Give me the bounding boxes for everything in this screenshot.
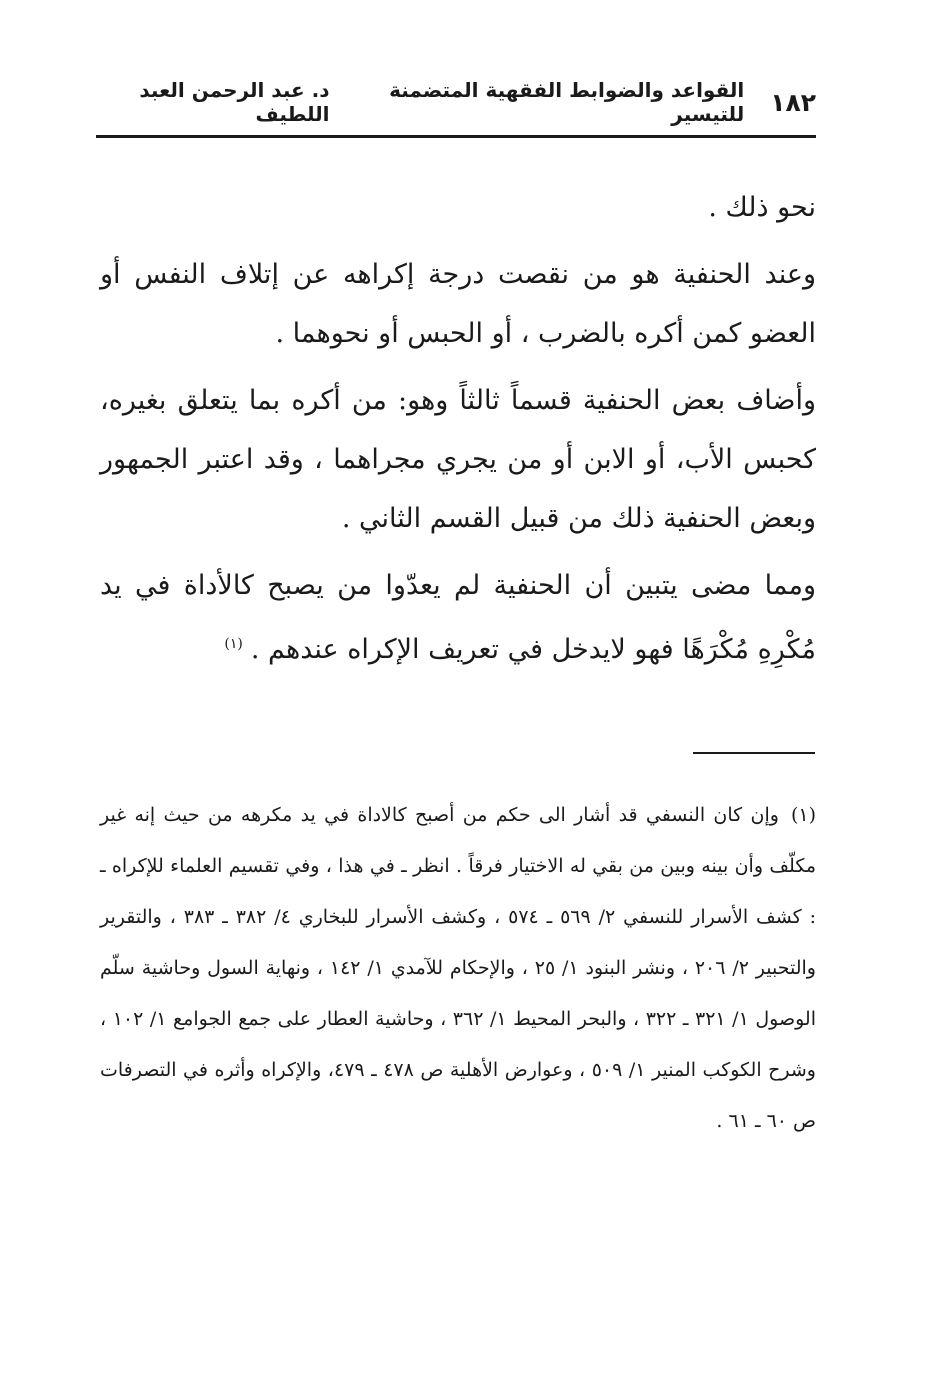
paragraph-text: ومما مضى يتبين أن الحنفية لم يعدّوا من يصبح كالأداة في يد مُكْرِهِ مُكْرَهًا فهو لايدخل في تعريف الإكراه عندهم . bbox=[100, 570, 816, 665]
footnote-reference[interactable]: (١) bbox=[224, 636, 243, 652]
footnote bbox=[100, 790, 816, 1147]
page-header bbox=[96, 78, 816, 126]
page-number: ١٨٢ bbox=[770, 87, 816, 117]
paragraph: نحو ذلك . bbox=[708, 192, 816, 223]
paragraph: وأضاف بعض الحنفية قسماً ثالثاً وهو: من أكره بما يتعلق بغيره، كحبس الأب، أو الابن أو من يجري مجراهما ، وقد اعتبر الجمهور وبعض الحنفية ذلك من قبيل القسم الثاني . bbox=[100, 385, 816, 534]
footnote-divider bbox=[693, 752, 815, 754]
book-title: القواعد والضوابط الفقهية المتضمنة للتيسير bbox=[389, 78, 745, 126]
paragraph: وعند الحنفية هو من نقصت درجة إكراهه عن إتلاف النفس أو العضو كمن أكره بالضرب ، أو الحبس أو نحوهما . bbox=[100, 259, 816, 349]
author-name: د. عبد الرحمن العبد اللطيف bbox=[139, 78, 330, 126]
main-text bbox=[100, 178, 816, 679]
header-divider bbox=[96, 135, 816, 138]
paragraph bbox=[100, 556, 816, 679]
footnote-text: وإن كان النسفي قد أشار الى حكم من أصبح كالاداة في يد مكرهه من حيث إنه غير مكلّف وأن بينه وبين من بقي له الاختيار فرقاً . انظر ـ في هذا ، وفي تقسيم العلماء للإكراه ـ : كشف الأسرار للنسفي ٢/ ٥٦٩ ـ ٥٧٤ ، وكشف الأسرار للبخاري ٤/ ٣٨٢ ـ ٣٨٣ ، والتقرير والتحبير ٢/ ٢٠٦ ، ونشر البنود ١/ ٢٥ ، والإحكام للآمدي ١/ ١٤٢ ، ونهاية السول وحاشية سلّم الوصول ١/ ٣٢١ ـ ٣٢٢ ، والبحر المحيط ١/ ٣٦٢ ، وحاشية العطار على جمع الجوامع ١/ ١٠٢ ، وشرح الكوكب المنير ١/ ٥٠٩ ، وعوارض الأهلية ص ٤٧٨ ـ ٤٧٩، والإكراه وأثره في التصرفات ص ٦٠ ـ ٦١ . bbox=[100, 804, 817, 1132]
footnote-number: (١) bbox=[790, 804, 816, 826]
